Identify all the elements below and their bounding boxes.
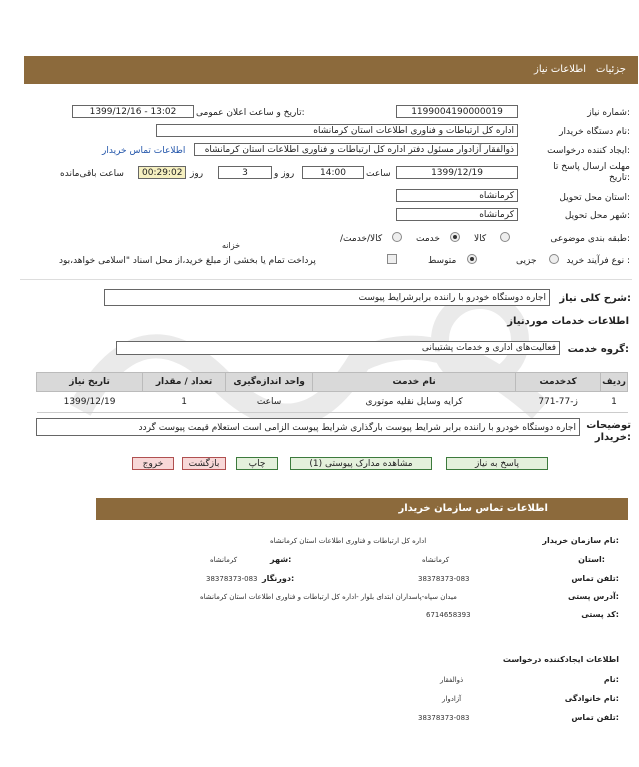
contact-phone-value: 38378373-083 [418, 575, 470, 583]
col-code: کدخدمت [516, 373, 601, 392]
radio-cat-goods-service[interactable] [392, 232, 402, 242]
cell-qty: 1 [143, 392, 226, 413]
service-group-label: گروه خدمت: [567, 344, 629, 355]
radio-cat-goods[interactable] [500, 232, 510, 242]
cat-goods-label: کالا [474, 234, 487, 244]
table-row [37, 392, 628, 413]
cell-date: 1399/12/19 [37, 392, 143, 413]
day-label: روز و [274, 169, 295, 179]
back-button[interactable]: بازگشت [182, 457, 226, 470]
creator-phone-label: تلفن تماس: [571, 713, 619, 722]
summary-field: اجاره دوستگاه خودرو با راننده برابرشرایط پیوست [104, 289, 550, 306]
contact-address-label: آدرس پستی: [568, 592, 619, 601]
creator-family-label: نام خانوادگی: [564, 694, 619, 703]
deadline-time-field: 14:00 [302, 166, 364, 179]
service-group-field: فعالیت‌های اداری و خدمات پشتیبانی [116, 341, 560, 355]
creator-name-label: نام: [603, 675, 619, 684]
services-heading: اطلاعات خدمات موردنیاز [507, 316, 629, 327]
creator-phone-value: 38378373-083 [418, 714, 470, 722]
contact-heading: اطلاعات تماس سازمان خریدار [398, 503, 548, 514]
days-field: 3 [218, 166, 272, 179]
col-qty: تعداد / مقدار [143, 373, 226, 392]
proc-partial-label: جزیی [516, 256, 537, 266]
col-unit: واحد اندازه‌گیری [226, 373, 313, 392]
contact-org-value: اداره کل ارتباطات و فناوری اطلاعات استان کرمانشاه [270, 537, 427, 545]
contact-fax-label: دورنگار: [262, 574, 295, 583]
buyer-contact-link[interactable]: اطلاعات تماس خریدار [102, 146, 186, 156]
attachments-button[interactable]: مشاهده مدارک پیوستی (1) [290, 457, 432, 470]
cell-name: کرایه وسایل نقلیه موتوری [313, 392, 516, 413]
cat-service-label: خدمت [416, 234, 440, 244]
contact-city-label: شهر: [270, 555, 292, 564]
contact-city-value: کرمانشاه [210, 556, 238, 564]
time-label: ساعت [366, 169, 391, 179]
remaining-label: ساعت باقی‌مانده [60, 169, 124, 179]
creator-label: ایجاد کننده درخواست: [547, 146, 630, 156]
province-label: استان محل تحویل: [559, 193, 630, 203]
radio-proc-partial[interactable] [549, 254, 559, 264]
deadline-label: مهلت ارسال پاسخ تا تاریخ: [553, 162, 630, 183]
contact-phone-label: تلفن تماس: [571, 574, 619, 583]
summary-label: شرح کلی نیاز: [559, 293, 631, 304]
city-label: شهر محل تحویل: [564, 211, 630, 221]
contact-province-label: استان: [578, 555, 605, 564]
top-nav-bar [24, 56, 638, 84]
cell-code: ز-77-771 [516, 392, 601, 413]
remaining-time-field: 00:29:02 [138, 166, 186, 179]
tab-need-info[interactable]: اطلاعات نیاز [534, 64, 586, 75]
contact-org-label: نام سازمان خریدار: [542, 536, 619, 545]
radio-cat-service[interactable] [450, 232, 460, 242]
province-field: کرمانشاه [396, 189, 518, 202]
payment-checkbox[interactable] [387, 254, 397, 264]
creator-info-heading: اطلاعات ایجادکننده درخواست [502, 655, 619, 664]
creator-name-value: ذوالفقار [440, 676, 464, 684]
services-table [36, 372, 628, 413]
table-header-row [37, 373, 628, 392]
contact-address-value: میدان سپاه-پاسداران ابتدای بلوار -اداره کل ارتباطات و فناوری اطلاعات استان کرمانشاه [200, 593, 457, 601]
need-number-field: 1199004190000019 [396, 105, 518, 118]
contact-postal-value: 6714658393 [426, 611, 471, 619]
contact-header [96, 498, 628, 520]
cat-goods-service-label: /کالا/خدمت [340, 234, 383, 244]
tab-details[interactable]: جزئیات [596, 64, 626, 75]
announce-field: 1399/12/16 - 13:02 [72, 105, 194, 118]
cell-unit: ساعت [226, 392, 313, 413]
contact-postal-label: کد پستی: [581, 610, 619, 619]
divider [20, 279, 632, 280]
reply-button[interactable]: پاسخ به نیاز [446, 457, 548, 470]
contact-fax-value: 38378373-083 [206, 575, 258, 583]
buyer-notes-label: توضیحات خریدار: [586, 420, 631, 443]
print-button[interactable]: چاپ [236, 457, 278, 470]
payment-note-extra: خزانه [222, 241, 241, 250]
payment-note: پرداخت تمام یا بخشی از مبلغ خرید،از محل اسناد "اسلامی خواهد،بود [59, 256, 316, 266]
creator-field: ذوالفقار آزادوار مسئول دفتر اداره کل ارتباطات و فناوری اطلاعات استان کرمانشاه [194, 143, 518, 156]
col-date: تاریخ نیاز [37, 373, 143, 392]
col-row: ردیف [601, 373, 628, 392]
creator-family-value: آزادوار [442, 695, 462, 703]
proc-medium-label: متوسط [428, 256, 457, 266]
buyer-notes-field: اجاره دوستگاه خودرو با راننده برابر شرایط پیوست بارگذاری شرایط پیوست الزامی است استعلام قیمت پیوست گردد [36, 418, 580, 436]
radio-proc-medium[interactable] [467, 254, 477, 264]
city-field: کرمانشاه [396, 208, 518, 221]
announce-label: تاریخ و ساعت اعلان عمومی: [196, 108, 305, 118]
need-number-label: شماره نیاز: [587, 108, 630, 118]
contact-province-value: کرمانشاه [422, 556, 450, 564]
cell-row: 1 [601, 392, 628, 413]
buyer-org-field: اداره کل ارتباطات و فناوری اطلاعات استان کرمانشاه [156, 124, 518, 137]
day-word: روز [190, 169, 204, 179]
buyer-org-label: نام دستگاه خریدار: [559, 127, 630, 137]
process-label: نوع فرآیند خرید : [566, 256, 630, 266]
exit-button[interactable]: خروج [132, 457, 174, 470]
col-name: نام خدمت [313, 373, 516, 392]
deadline-date-field: 1399/12/19 [396, 166, 518, 179]
category-label: طبقه بندی موضوعی: [550, 234, 630, 244]
